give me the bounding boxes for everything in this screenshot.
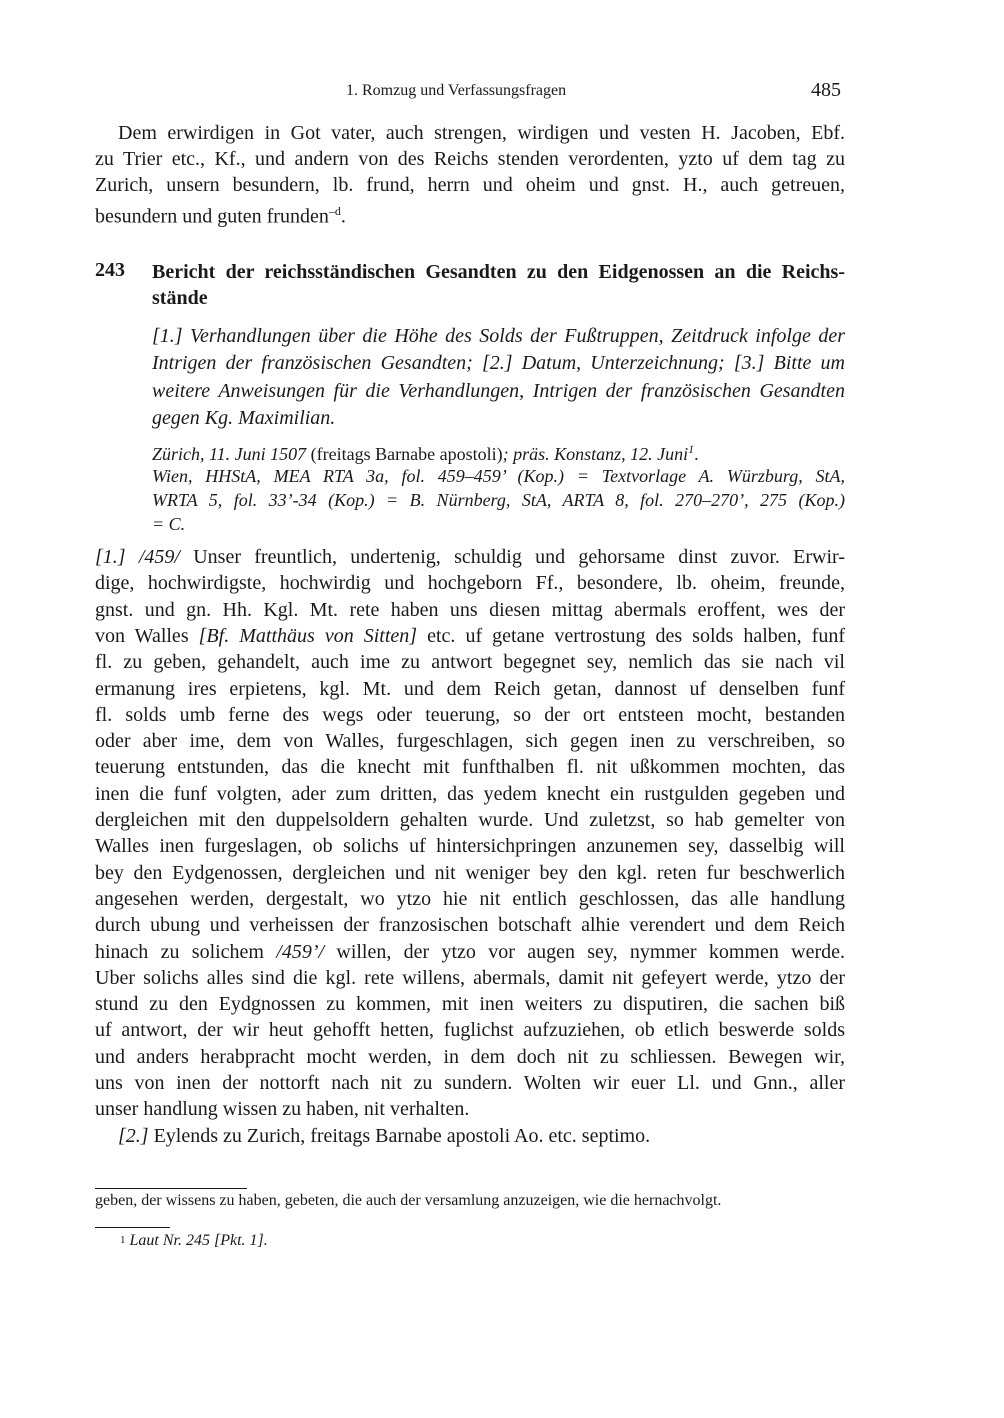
entry-title-line: stände — [152, 287, 208, 309]
body-text: etc. uf getane vertrostung des solds halben, funf — [417, 624, 845, 647]
body-text: und anders herabpracht mocht werden, in dem doch nit zu schliessen. Bewegen wir, — [95, 1045, 845, 1068]
body-line — [95, 570, 845, 596]
body-line — [95, 781, 845, 807]
body-text: dige, hochwirdigste, hochwirdig und hochgeborn Ff., besondere, lb. oheim, freunde, — [95, 572, 845, 595]
intro-line: Zurich, unsern besundern, lb. frund, herrn und oheim und gnst. H., auch getreuen, — [95, 174, 845, 196]
running-header: 1. Romzug und Verfassungsfragen — [346, 82, 567, 99]
dateline — [152, 442, 699, 465]
body-text: bey den Eydgenossen, dergleichen und nit weniger bey den kgl. reten fur beschwerlich — [95, 861, 845, 884]
body-text: angesehen werden, dergestalt, wo ytzo hie nit entlich geschlossen, das alle handlung — [95, 887, 845, 910]
body-line — [118, 1123, 845, 1149]
body-text: uf antwort, der wir heut gehofft hetten, fuglichst aufzuziehen, ob etlich beswerde solds — [95, 1019, 845, 1042]
body-line — [95, 886, 845, 912]
intro-line: besundern und guten frunden$^{-d}$. — [95, 204, 346, 228]
body-text: Walles inen furgeslagen, ob solichs uf hintersichpringen anzunemen sey, dasselbig will — [95, 835, 845, 858]
body-line — [95, 1044, 845, 1070]
body-text: uns von inen der nottorft nach nit zu sundern. Wolten wir euer Ll. und Gnn., aller — [95, 1072, 845, 1094]
body-text: dergleichen mit den duppelsoldern gehalten wurde. Und zuletzst, so hab gemelter von — [95, 809, 845, 831]
footnote-ref[interactable]: 1 — [688, 442, 695, 456]
footnote-continuation: geben, der wissens zu haben, gebeten, die auch der versamlung anzuzeigen, wie die hernachvolgt. — [95, 1192, 722, 1209]
body-line — [95, 965, 845, 991]
body-line — [95, 860, 845, 886]
body-line — [95, 833, 845, 859]
page-number: 485 — [811, 79, 841, 101]
entry-number: 243 — [95, 259, 125, 281]
editorial-insertion: [Bf. Matthäus von Sitten] — [198, 624, 418, 647]
textual-note-mark: –d — [328, 204, 341, 218]
body-text: durch ubung und verheissen der franzosischen botschaft alhie verendert und dem Reich — [95, 914, 845, 937]
body-text: fl. zu geben, gehandelt, auch ime zu antwort begegnet sey, nemlich das sie nach vil — [95, 651, 845, 674]
body-line — [95, 1096, 845, 1122]
editorial-insertion: [2.] — [118, 1124, 149, 1147]
summary-line: gegen Kg. Maximilian. — [152, 406, 336, 429]
intro-line: Dem erwirdigen in Got vater, auch strengen, wirdigen und vesten H. Jacoben, Ebf. — [118, 122, 845, 144]
editorial-insertion: [1.] /459/ — [95, 546, 180, 568]
dateline-received: ; präs. Konstanz, 12. Juni — [502, 444, 689, 464]
body-line — [95, 807, 845, 833]
dateline-feast: (freitags Barnabe apostoli) — [306, 444, 503, 464]
body-text: hinach zu solichem — [95, 940, 277, 963]
summary-line: weitere Anweisungen für die Verhandlungen, Intrigen der französischen Gesandten — [152, 379, 845, 402]
body-text: inen die funf volgten, ader zum dritten, das yedem knecht ein rustgulden gegeben und — [95, 782, 845, 805]
footnote-mark: 1 — [120, 1234, 126, 1246]
entry-title-line: Bericht der reichsständischen Gesandten zu den Eidgenossen an die Reichs- — [152, 261, 845, 283]
body-line — [95, 597, 845, 623]
intro-line: zu Trier etc., Kf., und andern von des Reichs stenden verordenten, yzto uf dem tag zu — [95, 148, 845, 170]
summary-line: [1.] Verhandlungen über die Höhe des Solds der Fußtruppen, Zeitdruck infolge der — [152, 325, 845, 347]
intro-text: besundern und guten frunden — [95, 205, 329, 228]
footnote-divider-2 — [95, 1227, 170, 1228]
body-text: willen, der ytzo vor augen sey, nymmer kommen werde. — [324, 940, 845, 963]
summary-line: Intrigen der französischen Gesandten; [2.] Datum, Unterzeichnung; [3.] Bitte um — [152, 352, 845, 375]
body-line — [95, 728, 845, 754]
footnote-text: Laut Nr. 245 [Pkt. 1]. — [129, 1232, 268, 1249]
body-line — [95, 912, 845, 938]
body-line — [95, 991, 845, 1017]
dateline-end: . — [694, 444, 699, 464]
body-text: teuerung entstunden, das die knecht mit funfthalben fl. nit ußkommen mochten, das — [95, 756, 845, 779]
body-text: ermanung ires erpietens, kgl. Mt. und dem Reich getan, dannost uf denselben funf — [95, 677, 845, 700]
body-text: unser handlung wissen zu haben, nit verhalten. — [95, 1098, 470, 1121]
body-text: oder aber ime, dem von Walles, furgeschlagen, sich gegen inen zu verschreiben, so — [95, 730, 845, 753]
body-line — [95, 623, 845, 649]
body-text: fl. solds umb ferne des wegs oder teuerung, so der ort entsteen mocht, bestanden — [95, 703, 845, 726]
source-line: WRTA 5, fol. 33’-34 (Kop.) = B. Nürnberg, StA, ARTA 8, fol. 270–270’, 275 (Kop.) — [152, 490, 845, 510]
footnote-1 — [120, 1232, 268, 1250]
editorial-insertion: /459’/ — [276, 940, 325, 963]
body-text: stund zu den Eydgnossen zu kommen, mit inen weiters zu disputiren, die sachen biß — [95, 993, 845, 1016]
body-text: von Walles — [95, 624, 199, 647]
body-line — [95, 939, 845, 965]
body-line — [95, 1070, 845, 1096]
body-text: gnst. und gn. Hh. Kgl. Mt. rete haben uns diesen mittag abermals eroffent, wes der — [95, 598, 845, 621]
body-line — [95, 702, 845, 728]
body-line — [95, 544, 845, 570]
body-text: Uber solichs alles sind die kgl. rete willens, abermals, damit nit gefeyert werde, ytzo der — [95, 966, 845, 989]
body-text: Eylends zu Zurich, freitags Barnabe apostoli Ao. etc. septimo. — [148, 1124, 651, 1147]
dateline-place-date: Zürich, 11. Juni 1507 — [152, 444, 307, 464]
body-line — [95, 1017, 845, 1043]
footnote-divider — [95, 1188, 247, 1189]
body-line — [95, 676, 845, 702]
body-line — [95, 754, 845, 780]
body-line — [95, 649, 845, 675]
source-line: = C. — [152, 514, 186, 534]
body-text: Unser freuntlich, undertenig, schuldig und gehorsame dinst zuvor. Erwir- — [179, 546, 845, 568]
source-line: Wien, HHStA, MEA RTA 3a, fol. 459–459’ (Kop.) = Textvorlage A. Würzburg, StA, — [152, 466, 845, 486]
